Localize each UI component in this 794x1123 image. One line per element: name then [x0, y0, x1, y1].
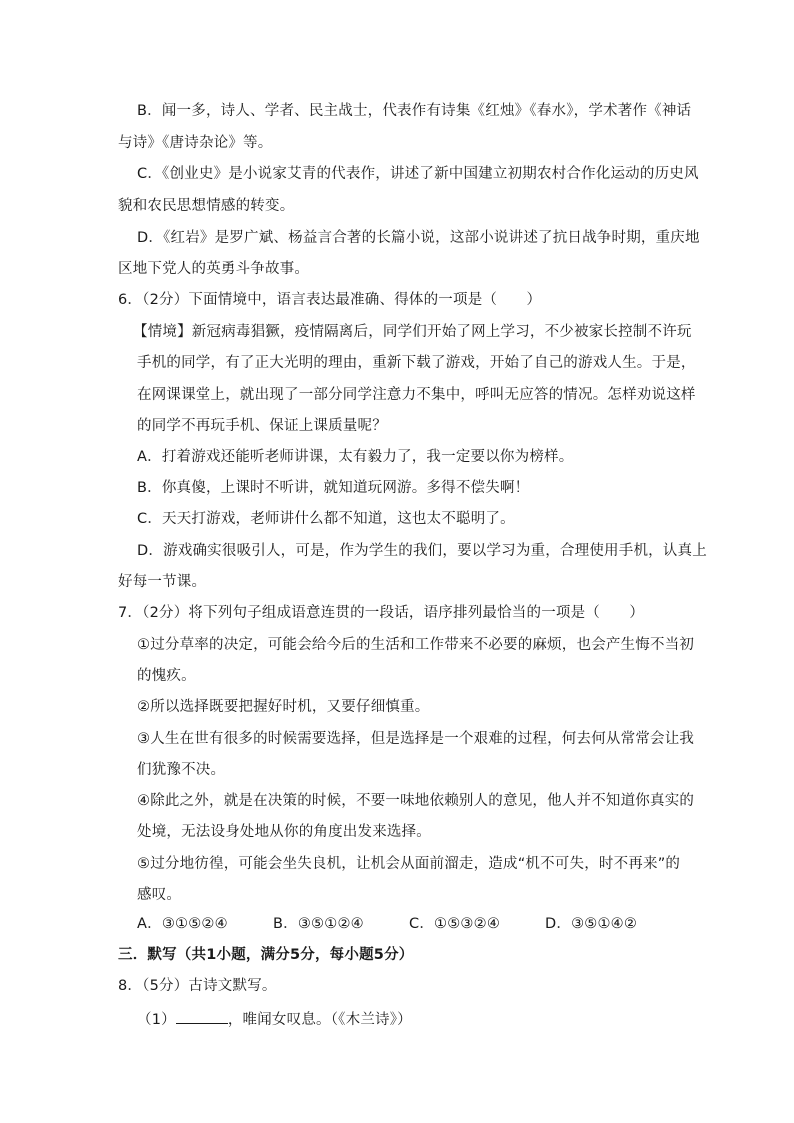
q6-context-line2: 手机的同学，有了正大光明的理由，重新下载了游戏，开始了自己的游戏人生。于是，: [137, 355, 696, 371]
q5-option-d-line1: D．《红岩》是罗广斌、杨益言合著的长篇小说，这部小说讲述了抗日战争时期，重庆地: [137, 230, 700, 246]
q5-option-c-line2: 貌和农民思想情感的转变。: [118, 198, 295, 214]
q6-option-a: A．打着游戏还能听老师讲课，太有毅力了，我一定要以你为榜样。: [137, 449, 574, 465]
q8-item1: [137, 1009, 412, 1030]
q7-sentence5-line2: 感叹。: [137, 887, 182, 903]
q7-sentence4-line1: ④除此之外，就是在决策的时候，不要一味地依赖别人的意见，他人并不知道你真实的: [137, 793, 695, 809]
q6-option-d-line2: 好每一节课。: [118, 574, 207, 590]
q7-choice-d: D．③⑤①④②: [545, 916, 638, 932]
q6-option-b: B．你真傻，上课时不听讲，就知道玩网游。多得不偿失啊！: [137, 480, 530, 496]
q8-stem: 8．（5分）古诗文默写。: [118, 978, 277, 994]
q6-option-c: C．天天打游戏，老师讲什么都不知道，这也太不聪明了。: [137, 511, 515, 527]
q7-sentence3-line1: ③人生在世有很多的时候需要选择，但是选择是一个艰难的过程，何去何从常常会让我: [137, 731, 695, 747]
q7-choice-c: C．①⑤③②④: [409, 916, 501, 932]
q7-stem: 7．（2分）将下列句子组成语意连贯的一段话，语序排列最恰当的一项是（ ）: [118, 605, 645, 621]
q7-sentence1-line2: 的愧疚。: [137, 668, 196, 684]
q8-item1-suffix: ，唯闻女叹息。（《木兰诗》）: [227, 1012, 412, 1028]
fill-in-blank: [176, 1009, 228, 1024]
q7-choice-b: B．③⑤①②④: [273, 916, 364, 932]
q5-option-c-line1: C．《创业史》是小说家艾青的代表作，讲述了新中国建立初期农村合作化运动的历史风: [137, 166, 699, 182]
section3-heading: 三．默写（共1小题，满分5分，每小题5分）: [118, 947, 414, 963]
q7-sentence3-line2: 们犹豫不决。: [137, 762, 226, 778]
q8-item1-prefix: （1）: [137, 1012, 176, 1028]
q7-sentence5-line1: ⑤过分地彷徨，可能会坐失良机，让机会从面前溜走，造成“机不可失，时不再来”的: [137, 856, 681, 872]
q6-context-line1: 【情境】新冠病毒猖獗，疫情隔离后，同学们开始了网上学习，不少被家长控制不许玩: [133, 324, 692, 340]
q7-sentence1-line1: ①过分草率的决定，可能会给今后的生活和工作带来不必要的麻烦，也会产生悔不当初: [137, 637, 695, 653]
q6-context-line4: 的同学不再玩手机、保证上课质量呢？: [137, 418, 387, 434]
q7-choice-a: A．③①⑤②④: [137, 916, 228, 932]
q7-sentence2: ②所以选择既要把握好时机，又要仔细慎重。: [137, 699, 430, 715]
q5-option-b-line1: B．闻一多，诗人、学者、民主战士，代表作有诗集《红烛》《春水》，学术著作《神话: [137, 103, 692, 119]
q6-option-d-line1: D．游戏确实很吸引人，可是，作为学生的我们，要以学习为重，合理使用手机，认真上: [137, 543, 707, 559]
q6-stem: 6．（2分）下面情境中，语言表达最准确、得体的一项是（ ）: [118, 292, 542, 308]
q7-sentence4-line2: 处境，无法设身处地从你的角度出发来选择。: [137, 824, 431, 840]
q6-context-line3: 在网课课堂上，就出现了一部分同学注意力不集中，呼叫无应答的情况。怎样劝说这样: [137, 387, 696, 403]
q5-option-b-line2: 与诗》《唐诗杂论》等。: [118, 135, 273, 151]
q7-choices: [137, 914, 637, 934]
q5-option-d-line2: 区地下党人的英勇斗争故事。: [118, 261, 310, 277]
